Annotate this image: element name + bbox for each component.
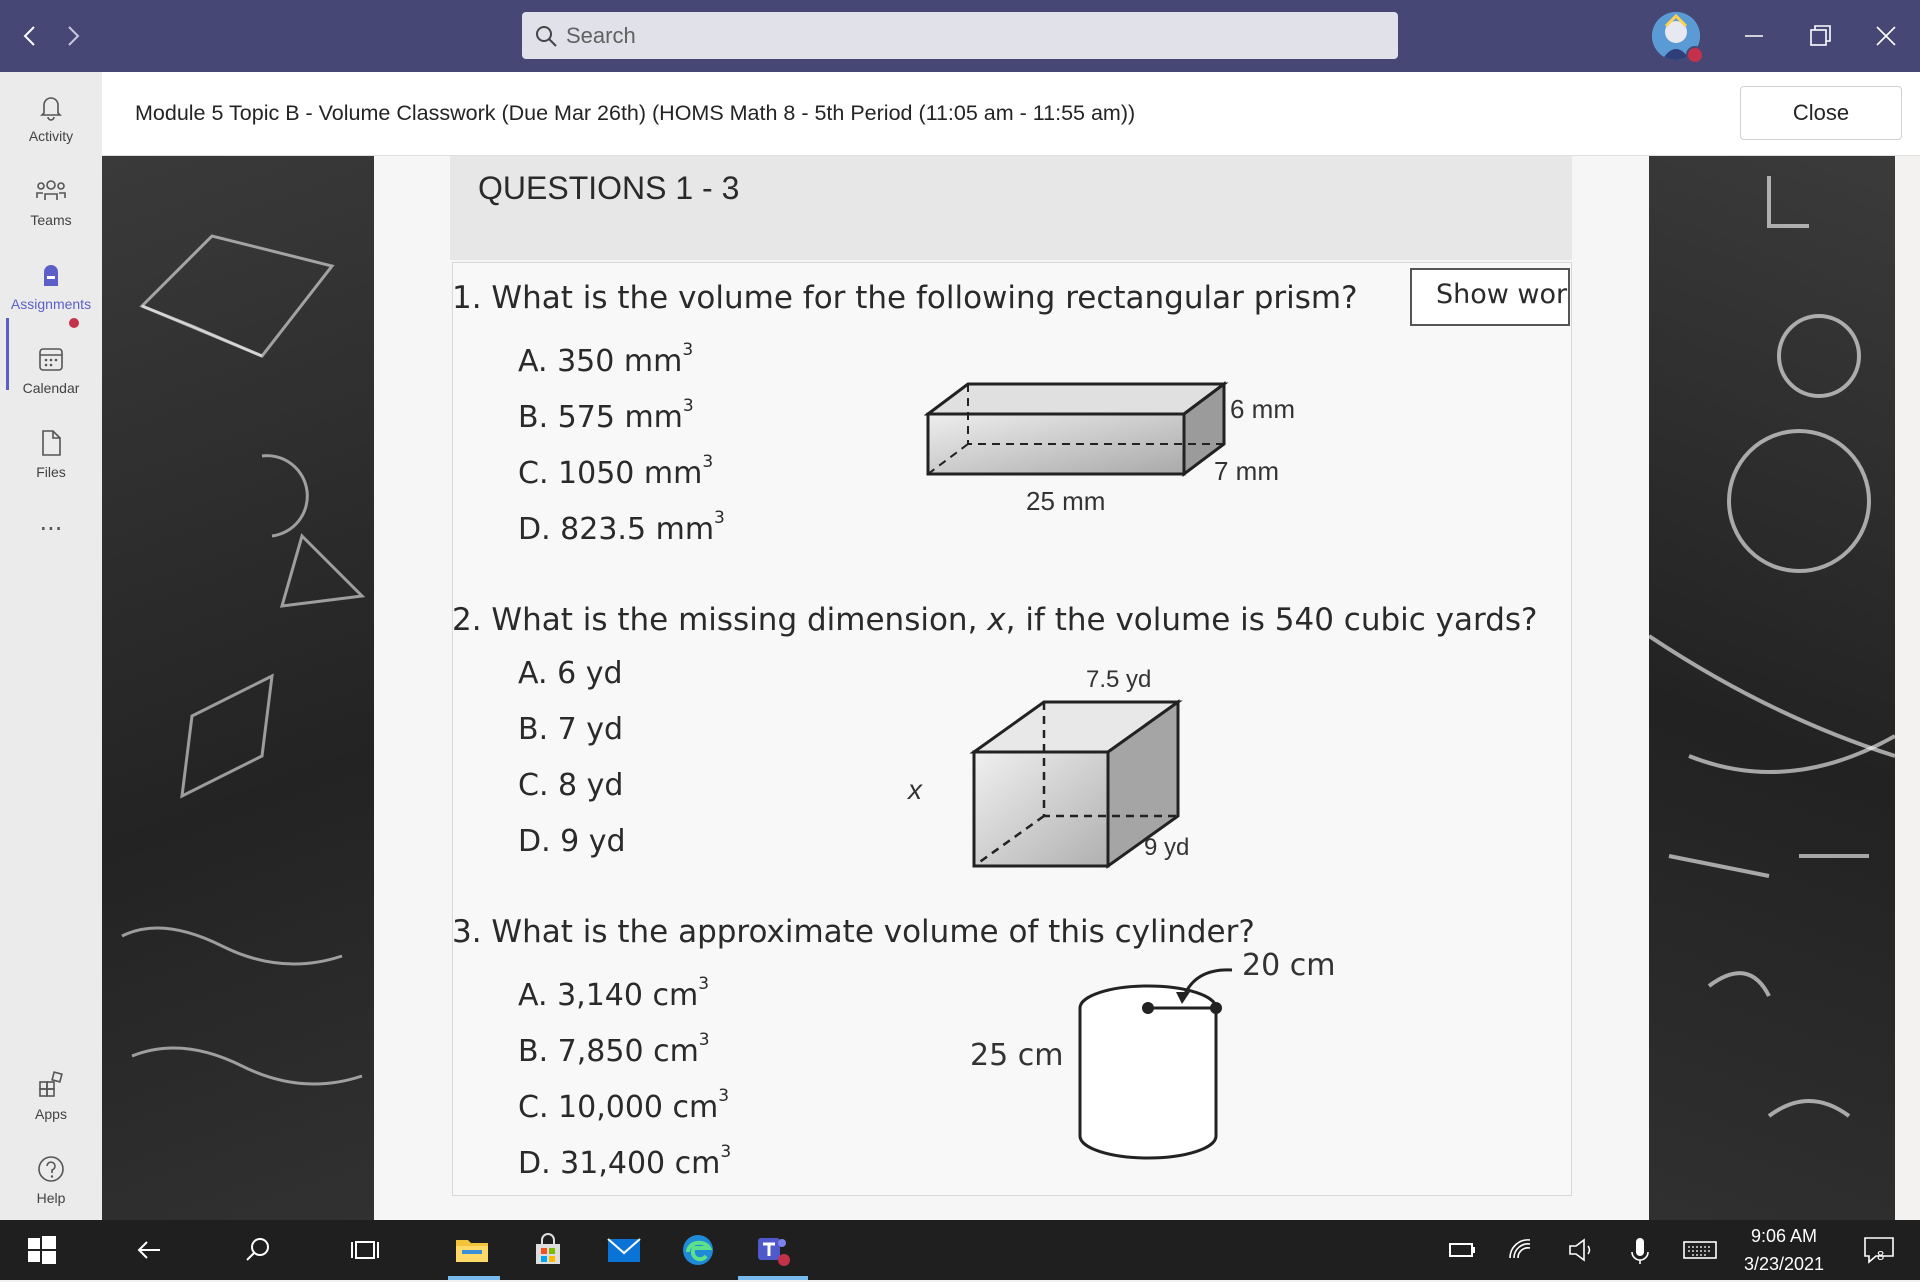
question-1-prompt: 1. What is the volume for the following rectangular prism? [452,280,1358,316]
app-rail [0,72,102,1220]
q3-option-a-exponent: 3 [698,974,710,994]
q3-option-a-text: A. 3,140 cm [518,978,699,1013]
rail-label-help: Help [36,1190,66,1206]
volume-icon[interactable] [1562,1230,1602,1270]
mail-icon[interactable] [604,1230,644,1270]
cylinder-diagram [1068,956,1338,1166]
assignment-header [102,72,1920,156]
title-bar [0,0,1920,72]
q1-option-b-text: B. 575 mm [518,400,683,435]
questions-heading: QUESTIONS 1 - 3 [478,170,740,206]
task-view-icon[interactable] [346,1230,386,1270]
chalkboard-left-decoration [102,156,374,1220]
active-indicator [6,318,9,390]
windows-taskbar [0,1220,1920,1280]
search-icon [534,24,558,48]
q2-option-b[interactable]: B. 7 yd [518,712,624,747]
rail-item-calendar[interactable] [0,334,102,414]
assignments-badge-dot [69,318,79,328]
q3-option-d[interactable] [518,1142,732,1181]
q1-option-d-exponent: 3 [714,508,725,528]
document-viewer [102,156,1895,1220]
chalkboard-right-decoration [1649,156,1895,1220]
chalk-sketch-decoration-right [1649,156,1895,1220]
battery-icon[interactable] [1442,1230,1482,1270]
q2-option-a[interactable]: A. 6 yd [518,656,623,691]
close-window-icon[interactable] [1864,14,1908,58]
q3-option-c-text: C. 10,000 cm [518,1090,719,1125]
q1-option-a-text: A. 350 mm [518,344,683,379]
microphone-icon[interactable] [1620,1230,1660,1270]
bell-icon [36,92,66,122]
system-clock[interactable] [1716,1220,1852,1282]
ellipsis-icon: ... [39,508,63,536]
q1-length-label: 25 mm [1026,486,1106,516]
presence-busy-icon [1686,46,1704,64]
teams-app-icon[interactable] [752,1230,792,1270]
question-3-prompt: 3. What is the approximate volume of this cylinder? [452,914,1255,950]
back-icon[interactable] [130,1230,170,1270]
rail-label-assignments: Assignments [10,296,92,312]
q3-option-d-text: D. 31,400 cm [518,1146,721,1181]
restore-icon[interactable] [1798,14,1842,58]
q1-depth-label: 7 mm [1214,456,1279,486]
q2-top-label: 7.5 yd [1086,666,1152,693]
teams-running-indicator [738,1276,808,1280]
apps-icon [36,1070,66,1100]
keyboard-icon[interactable] [1680,1230,1720,1270]
clock-time: 9:06 AM [1750,1226,1818,1246]
search-input[interactable] [522,12,1398,59]
help-icon [36,1154,66,1184]
search-taskbar-icon[interactable] [238,1230,278,1270]
rail-item-apps[interactable] [0,1060,102,1140]
q2-option-d[interactable]: D. 9 yd [518,824,626,859]
q2-bottom-label: 9 yd [1144,834,1190,861]
q3-option-b[interactable] [518,1030,710,1069]
store-icon[interactable] [528,1230,568,1270]
page-title: Module 5 Topic B - Volume Classwork (Due Mar 26th) (HOMS Math 8 - 5th Period (11:05 am - 11:55 am)) [135,101,1136,125]
q2-prompt-end: , if the volume is 540 cubic yards? [1005,602,1538,638]
q1-height-label: 6 mm [1230,394,1295,424]
more-apps-button[interactable] [0,502,102,542]
q3-option-a[interactable] [518,974,710,1013]
q2-x-label: x [908,774,922,805]
rail-label-apps: Apps [35,1106,67,1122]
rail-label-files: Files [36,464,66,480]
q1-option-b-exponent: 3 [682,396,694,416]
file-icon [36,428,66,458]
rail-label-calendar: Calendar [22,380,80,396]
file-explorer-icon[interactable] [452,1230,492,1270]
q3-option-c-exponent: 3 [718,1086,730,1106]
forward-arrow-icon[interactable] [57,20,89,52]
minimize-icon[interactable] [1732,14,1776,58]
teams-icon [35,176,67,206]
question-2-prompt [452,602,1538,638]
q3-radius-label: 20 cm [1242,948,1336,983]
q2-option-c[interactable]: C. 8 yd [518,768,624,803]
rail-item-teams[interactable] [0,166,102,246]
backpack-icon [36,260,66,290]
q1-option-a-exponent: 3 [682,340,694,360]
q2-prompt-variable: x [987,602,1006,638]
q1-option-c-text: C. 1050 mm [518,456,703,491]
rail-label-activity: Activity [28,128,74,144]
windows-start-icon[interactable] [22,1230,62,1270]
rail-item-activity[interactable] [0,82,102,162]
q3-option-d-exponent: 3 [720,1142,732,1162]
q2-prompt-start: 2. What is the missing dimension, [452,602,988,638]
rail-item-assignments[interactable] [0,250,102,330]
explorer-running-indicator [448,1276,500,1280]
calendar-icon [36,344,66,374]
q1-option-a[interactable] [518,340,694,379]
q1-option-c-exponent: 3 [702,452,714,472]
show-work-label: Show wor [1436,279,1568,310]
q1-option-d[interactable] [518,508,725,547]
q1-option-d-text: D. 823.5 mm [518,512,715,547]
edge-browser-icon[interactable] [678,1230,718,1270]
q3-option-b-text: B. 7,850 cm [518,1034,699,1069]
q3-height-label: 25 cm [970,1038,1064,1073]
search-placeholder: Search [566,23,636,48]
back-arrow-icon[interactable] [14,20,46,52]
q3-option-b-exponent: 3 [698,1030,710,1050]
wifi-icon[interactable] [1502,1230,1542,1270]
q1-option-b[interactable] [518,396,694,435]
q1-option-c[interactable] [518,452,714,491]
rail-item-help[interactable] [0,1144,102,1224]
clock-date: 3/23/2021 [1743,1254,1825,1274]
close-button[interactable]: Close [1740,86,1902,140]
rail-item-files[interactable] [0,418,102,498]
rail-label-teams: Teams [30,212,72,228]
notification-count: 8 [1877,1248,1885,1263]
show-work-button[interactable] [1410,268,1570,326]
chalk-sketch-decoration [102,156,374,1220]
q3-option-c[interactable] [518,1086,730,1125]
